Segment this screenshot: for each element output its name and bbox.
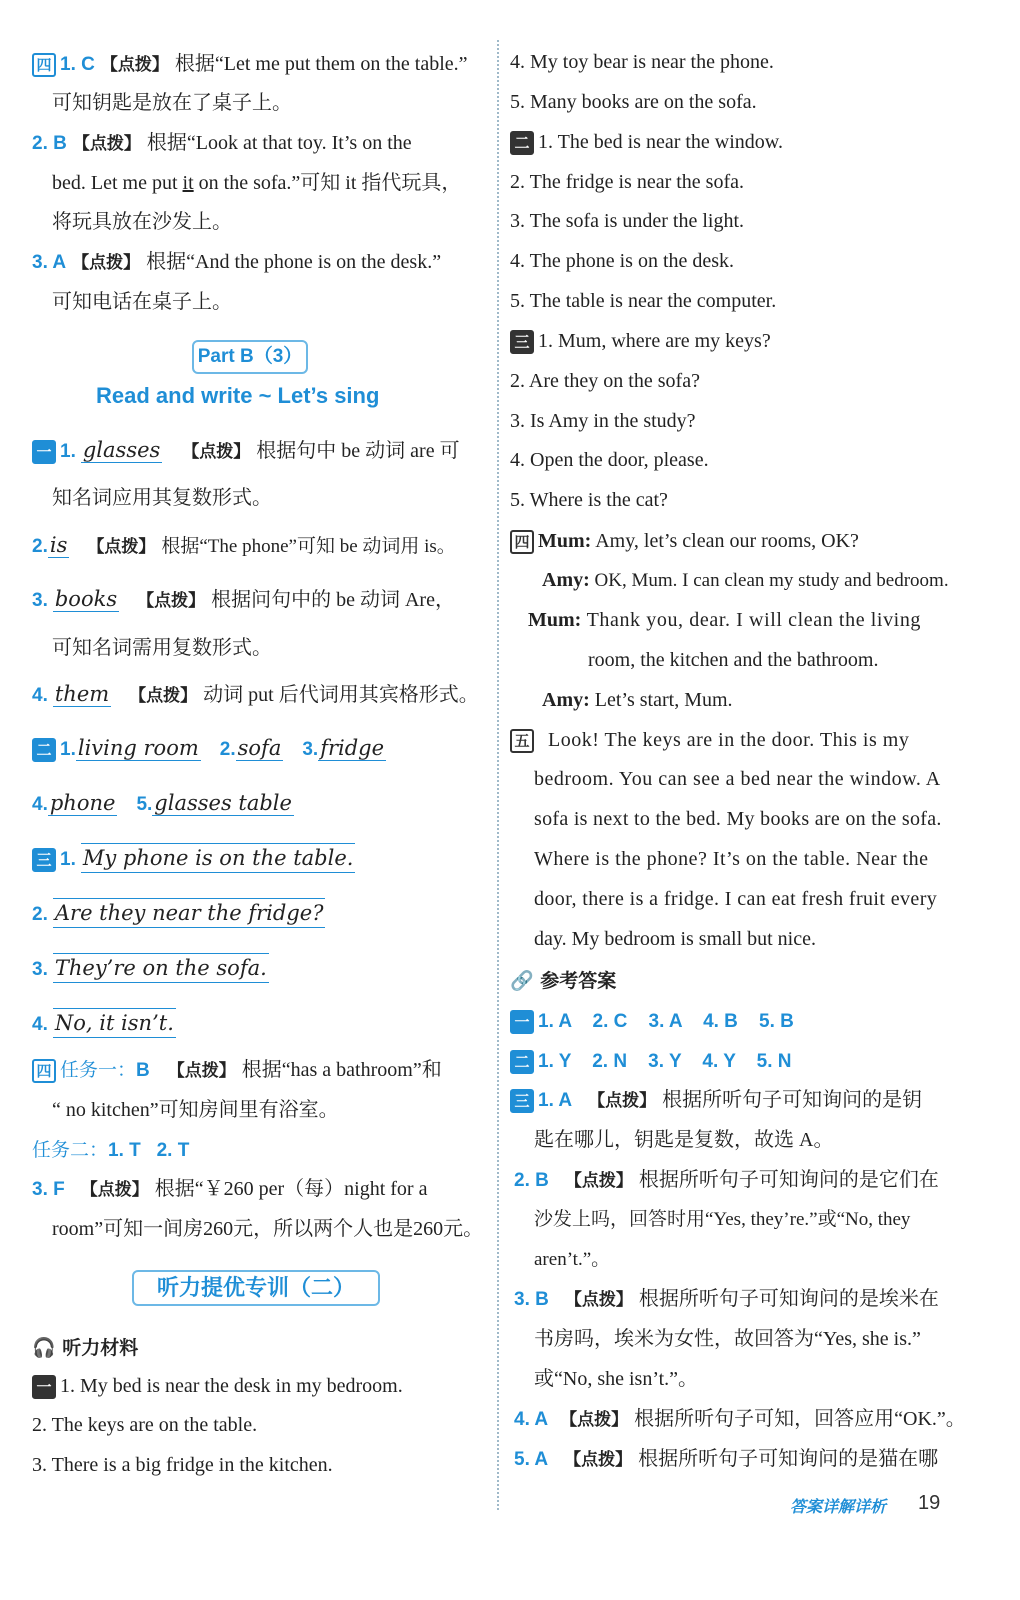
answer-4-task2: 任务二：1. T 2. T [32,1140,190,1161]
section-badge: 四 [510,530,534,554]
material-line: 2. Are they on the sofa? [510,370,700,392]
answer-3-3: 3. They’re on the sofa. [32,953,269,983]
answer-text: 匙在哪儿，钥匙是复数，故选 A。 [534,1129,834,1151]
material-line: 5. Many books are on the sofa. [510,91,757,113]
material-line: 3. Is Amy in the study? [510,410,696,432]
section-badge: 三 [510,330,534,354]
material-line: door, there is a fridge. I can eat fresh fruit every [534,888,938,910]
answer-1-3: 3. books 【点拨】 根据问句中的 be 动词 Are， [32,587,455,611]
part-subtitle: Read and write ~ Let’s sing [96,383,380,408]
answer-4-3: 3. A 【点拨】 根据“And the phone is on the desk.” [32,251,442,273]
section-badge: 三 [510,1089,534,1113]
reference-3-4: 4. A 【点拨】 根据所听句子可知，回答应用“OK.”。 [514,1408,966,1430]
answer-text: 将玩具放在沙发上。 [52,211,232,233]
material-line: 5. The table is near the computer. [510,290,777,312]
material-line: 5. Where is the cat? [510,489,668,511]
material-5-1: 五 Look! The keys are in the door. This is my [510,728,909,753]
answer-text: aren’t.”。 [534,1249,611,1270]
page-footer [790,1492,980,1522]
headphones-icon: 🎧 [32,1337,56,1359]
material-3-1: 三 1. Mum, where are my keys? [510,329,771,354]
answer-text: 可知电话在桌子上。 [52,291,232,313]
material-line: 4. Open the door, please. [510,449,709,471]
answer-text: 或“No, she isn’t.”。 [534,1368,699,1390]
answer-text: 知名词应用其复数形式。 [52,487,272,509]
dialogue-line: room, the kitchen and the bathroom. [588,649,879,671]
answer-text: “ no kitchen”可知房间里有浴室。 [52,1099,339,1121]
answer-text: 沙发上吗，回答时用“Yes, they’re.”或“No, they [534,1209,911,1230]
column-divider [497,40,499,1510]
reference-3-1: 三 1. A 【点拨】 根据所听句子可知询问的是钥 [510,1088,922,1113]
material-line: 3. The sofa is under the light. [510,210,745,232]
section-badge: 二 [32,738,56,762]
material-2-1: 二 1. The bed is near the window. [510,130,783,155]
answer-text: 书房吗，埃米为女性，故回答为“Yes, she is.” [534,1328,921,1350]
dialogue-line: Mum: Thank you, dear. I will clean the living [528,609,922,631]
paperclip-icon: 🔗 [510,970,534,992]
answer-1-1: 一 1. glasses 【点拨】 根据句中 be 动词 are 可 [32,438,460,464]
material-4-dialogue: 四 Mum: Amy, let’s clean our rooms, OK? [510,529,859,554]
material-line: sofa is next to the bed. My books are on the sofa. [534,808,942,830]
section-badge: 二 [510,1050,534,1074]
answer-text: 可知名词需用复数形式。 [52,637,272,659]
answer-text: 可知钥匙是放在了桌子上。 [52,92,292,114]
material-line: bedroom. You can see a bed near the window. A [534,768,941,790]
material-line: Where is the phone? It’s on the table. Near the [534,848,929,870]
section-badge: 一 [32,1375,56,1399]
material-line: 2. The keys are on the table. [32,1414,258,1436]
answer-2-row2: 4.phone 5.glasses table [32,791,292,815]
answer-1-4: 4. them 【点拨】 动词 put 后代词用其宾格形式。 [32,682,479,706]
materials-heading: 🎧 听力材料 [32,1337,139,1359]
section-badge: 四 [32,53,56,77]
section-badge: 四 [32,1059,56,1083]
section-badge: 二 [510,131,534,155]
answer-3-2: 2. Are they near the fridge? [32,898,325,928]
reference-3-3: 3. B 【点拨】 根据所听句子可知询问的是埃米在 [514,1288,939,1310]
material-line: 3. There is a big fridge in the kitchen. [32,1454,333,1476]
material-line: 2. The fridge is near the sofa. [510,171,744,193]
answer-3-1: 三 1. My phone is on the table. [32,843,355,873]
page-number: 19 [918,1492,941,1514]
reference-3-5: 5. A 【点拨】 根据所听句子可知询问的是猫在哪 [514,1448,939,1470]
dialogue-line: Amy: OK, Mum. I can clean my study and bedroom. [542,569,949,591]
section-badge: 五 [510,729,534,753]
material-line: 4. The phone is on the desk. [510,250,735,272]
footer-label: 答案详解详析 [790,1497,887,1516]
answer-4-3: 3. F 【点拨】 根据“￥260 per（每）night for a [32,1178,428,1200]
part-title: Part B（3） [192,340,308,374]
material-1-1: 一 1. My bed is near the desk in my bedroom. [32,1374,403,1399]
answer-2-row1: 二 1.living room 2.sofa 3.fridge [32,736,386,762]
section-badge: 一 [510,1010,534,1034]
reference-2: 二 1. Y 2. N 3. Y 4. Y 5. N [510,1049,792,1074]
dialogue-line: Amy: Let’s start, Mum. [542,689,733,711]
answer-text: bed. Let me put it on the sofa.”可知 it 指代玩具， [52,172,462,194]
section-badge: 三 [32,848,56,872]
answer-4-1: 四 1. C 【点拨】 根据“Let me put them on the table.” [32,52,468,77]
material-line: day. My bedroom is small but nice. [534,928,816,950]
answer-4-task1: 四 任务一：B 【点拨】 根据“has a bathroom”和 [32,1058,442,1083]
reference-1: 一 1. A 2. C 3. A 4. B 5. B [510,1009,794,1034]
material-line: 4. My toy bear is near the phone. [510,51,774,73]
listening-title: 听力提优专训（二） [132,1270,380,1306]
answer-1-2: 2.is 【点拨】 根据“The phone”可知 be 动词用 is。 [32,533,456,557]
answer-3-4: 4. No, it isn’t. [32,1008,176,1038]
reference-3-2: 2. B 【点拨】 根据所听句子可知询问的是它们在 [514,1169,939,1191]
section-badge: 一 [32,440,56,464]
answer-4-2: 2. B 【点拨】 根据“Look at that toy. It’s on the [32,132,412,154]
reference-heading: 🔗 参考答案 [510,970,617,992]
answer-text: room”可知一间房260元，所以两个人也是260元。 [52,1218,484,1240]
